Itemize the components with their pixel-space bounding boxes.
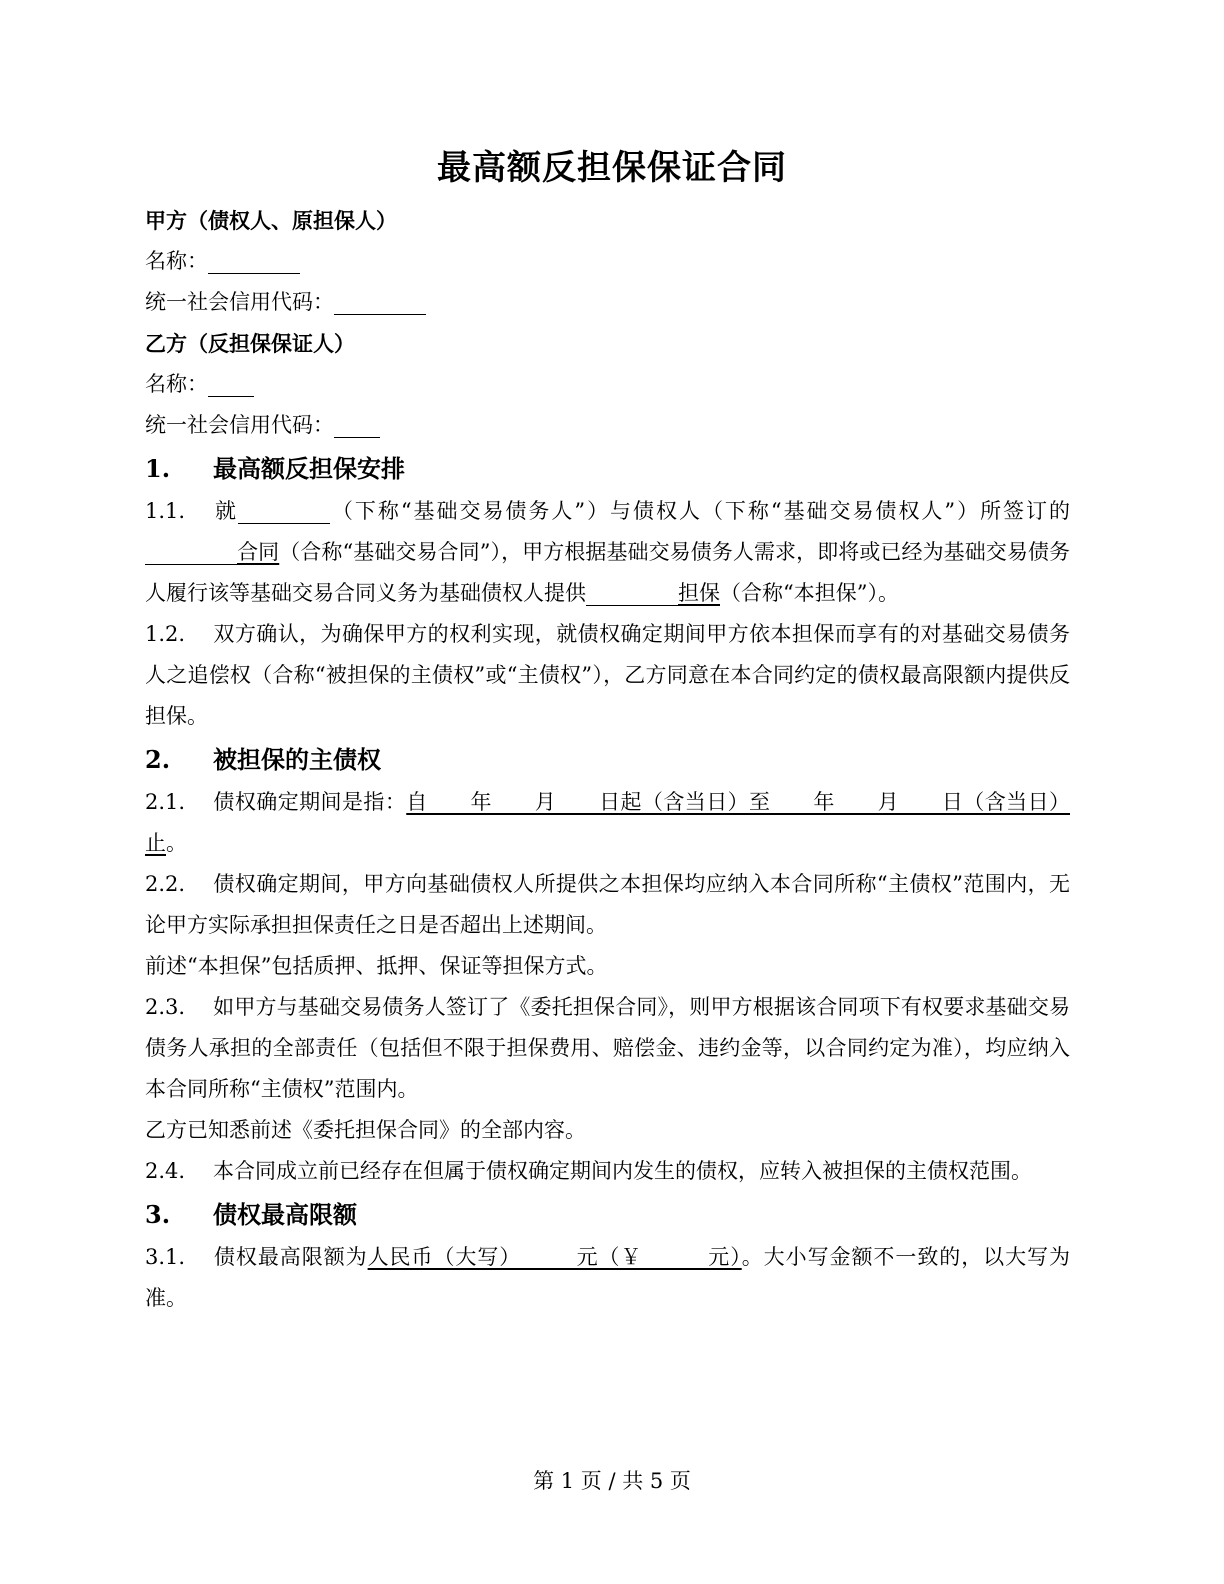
section-title: 被担保的主债权 xyxy=(213,745,381,774)
clause-note: 前述“本担保”包括质押、抵押、保证等担保方式。 xyxy=(145,954,608,978)
clause-text: 本合同成立前已经存在但属于债权确定期间内发生的债权，应转入被担保的主债权范围。 xyxy=(213,1159,1032,1183)
clause-2-3 xyxy=(145,987,1070,1110)
clause-text: （合称“基础交易合同”），甲方根据基础交易债务人需求，即将或已经为基础交易债务人履行该等基础交易合同义务为基础债权人提供 xyxy=(145,540,1071,605)
clause-2-2 xyxy=(145,864,1070,946)
party-a-credit-code-row xyxy=(145,282,1070,323)
clause-number: 3.1. xyxy=(145,1245,186,1269)
document-title: 最高额反担保保证合同 xyxy=(437,148,787,188)
contract-name-blank[interactable] xyxy=(145,538,237,565)
clause-text: 。 xyxy=(166,831,187,855)
party-a-credit-code-blank[interactable] xyxy=(334,288,426,315)
debtor-blank[interactable] xyxy=(238,497,330,524)
party-b-name-blank[interactable] xyxy=(208,370,254,397)
section-number: 3. xyxy=(145,1200,171,1229)
party-a-heading: 甲方（债权人、原担保人） xyxy=(145,208,397,233)
section-title: 债权最高限额 xyxy=(213,1200,357,1229)
clause-text: （下称“基础交易债务人”）与债权人（下称“基础交易债权人”）所签订的 xyxy=(329,499,1070,523)
party-b-credit-code-row xyxy=(145,405,1070,446)
party-b-name-label: 名称： xyxy=(145,372,208,396)
clause-text: 双方确认，为确保甲方的权利实现，就债权确定期间甲方依本担保而享有的对基础交易债务人之追偿权（合称“被担保的主债权”或“主债权”），乙方同意在本合同约定的债权最高限额内提供反担保。 xyxy=(145,622,1070,728)
clause-text: 就 xyxy=(213,499,238,523)
max-amount-field[interactable]: 人民币（大写） 元（￥ 元） xyxy=(367,1245,742,1269)
section-heading xyxy=(145,737,1070,782)
clause-text: 。大小写金额不一致的，以大写为准。 xyxy=(145,1245,1071,1310)
party-b-credit-code-label: 统一社会信用代码： xyxy=(145,413,334,437)
party-b-name-row xyxy=(145,364,1070,405)
clause-number: 1.1. xyxy=(145,499,186,523)
page-footer: 第 1 页 / 共 5 页 xyxy=(533,1469,691,1493)
section-number: 2. xyxy=(145,745,171,774)
party-a-name-row xyxy=(145,241,1070,282)
clause-text: 债权最高限额为 xyxy=(213,1245,368,1269)
clause-number: 2.4. xyxy=(145,1159,186,1183)
clause-number: 2.2. xyxy=(145,872,186,896)
document-body xyxy=(145,200,1070,1319)
clause-underlined-text: 合同 xyxy=(237,540,280,564)
section-title: 最高额反担保安排 xyxy=(213,454,405,483)
party-b-credit-code-blank[interactable] xyxy=(334,411,380,438)
guarantee-type-blank[interactable] xyxy=(586,579,678,606)
clause-text: 债权确定期间是指： xyxy=(213,790,407,814)
clause-3-1 xyxy=(145,1237,1070,1319)
clause-text: （合称“本担保”）。 xyxy=(720,581,899,605)
section-heading xyxy=(145,446,1070,491)
clause-text: 如甲方与基础交易债务人签订了《委托担保合同》，则甲方根据该合同项下有权要求基础交易债务人承担的全部责任（包括但不限于担保费用、赔偿金、违约金等，以合同约定为准），均应纳入本合同所称“主债权”范围内。 xyxy=(145,995,1070,1101)
clause-underlined-text: 担保 xyxy=(678,581,720,605)
party-a-credit-code-label: 统一社会信用代码： xyxy=(145,290,334,314)
party-a-name-label: 名称： xyxy=(145,249,208,273)
clause-2-1 xyxy=(145,782,1070,864)
party-b-heading: 乙方（反担保保证人） xyxy=(145,331,355,356)
section-heading xyxy=(145,1192,1070,1237)
clause-text: 债权确定期间，甲方向基础债权人所提供之本担保均应纳入本合同所称“主债权”范围内，无论甲方实际承担担保责任之日是否超出上述期间。 xyxy=(145,872,1070,937)
clause-1-2 xyxy=(145,614,1070,737)
clause-number: 2.1. xyxy=(145,790,186,814)
period-dates-field[interactable]: 自 年 月 日起（含当日）至 年 月 日（含当日）止 xyxy=(145,790,1070,855)
clause-2-4 xyxy=(145,1151,1070,1192)
clause-number: 2.3. xyxy=(145,995,186,1019)
clause-number: 1.2. xyxy=(145,622,186,646)
party-a-name-blank[interactable] xyxy=(208,247,300,274)
clause-note: 乙方已知悉前述《委托担保合同》的全部内容。 xyxy=(145,1118,586,1142)
clause-1-1 xyxy=(145,491,1070,614)
section-number: 1. xyxy=(145,454,171,483)
